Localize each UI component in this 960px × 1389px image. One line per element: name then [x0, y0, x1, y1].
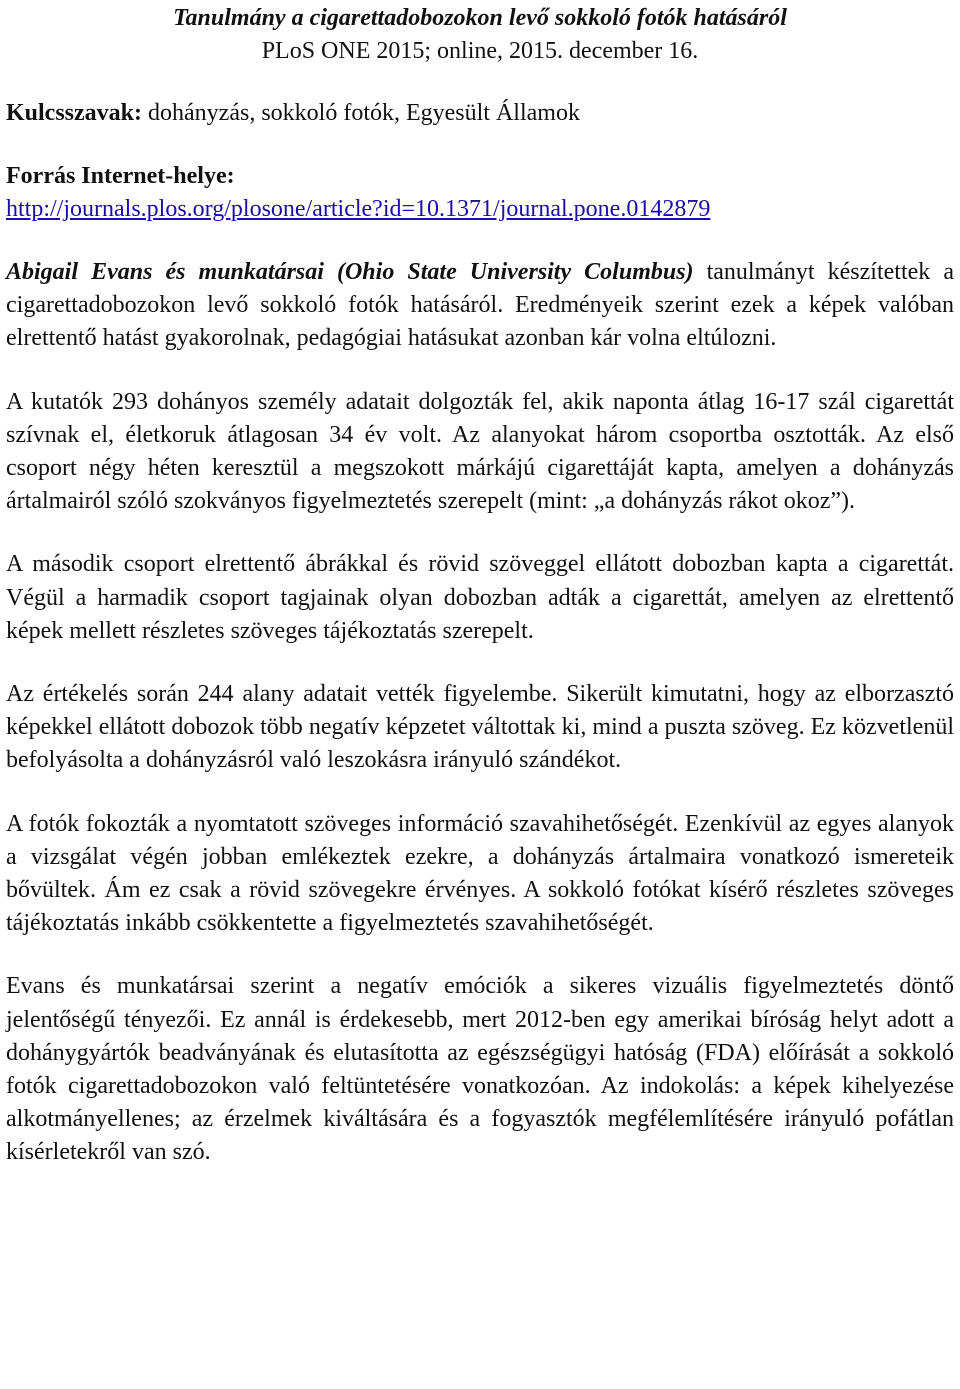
source-site-label: Forrás Internet-helye: — [6, 162, 235, 189]
keywords-value: dohányzás, sokkoló fotók, Egyesült Államok — [142, 100, 580, 127]
paragraph-1-text: tanulmányt készítettek a cigarettadobozokon levő sokkoló fotók hatásáról. Eredményeik szerint ezek a képek valóban elrettentő hatást gyakorolnak, pedagógiai hatásukat azonban kár volna eltúlozni. — [6, 259, 954, 352]
authors-affiliation: Abigail Evans és munkatársai (Ohio State University Columbus) — [6, 259, 694, 286]
paragraph-1 — [6, 256, 954, 356]
keywords-label: Kulcsszavak: — [6, 100, 143, 127]
paragraph-3: A második csoport elrettentő ábrákkal és rövid szöveggel ellátott dobozban kapta a cigarettát. Végül a harmadik csoport tagjainak olyan dobozban adták a cigarettát, amelyen az elrettentő képek mellett részletes szöveges tájékoztatás szerepelt. — [6, 551, 954, 644]
keywords-line — [6, 97, 954, 130]
article-title: Tanulmány a cigarettadobozokon levő sokkoló fotók hatásáról — [173, 5, 787, 31]
paragraph-5: A fotók fokozták a nyomtatott szöveges információ szavahihetőségét. Ezenkívül az egyes alanyok a vizsgálat végén jobban emlékeztek ezekre, a dohányzás ártalmaira vonatkozó ismereteik bővültek. Ám ez csak a rövid szövegekre érvényes. A sokkoló fotókat kísérő részletes szöveges tájékoztatás inkább csökkentette a figyelmeztetés szavahihetőségét. — [6, 810, 954, 937]
journal-source: PLoS ONE 2015; online, 2015. december 16. — [261, 38, 699, 65]
paragraph-6: Evans és munkatársai szerint a negatív emóciók a sikeres vizuális figyelmeztetés döntő jelentőségű tényezői. Ez annál is érdekesebb, mert 2012-ben egy amerikai bíróság helyt adott a dohánygyártók beadványának és elutasította az egészségügyi hatóság (FDA) előírását a sokkoló fotók cigarettadobozokon való feltüntetésére vonatkozóan. Az indokolás: a képek kihelyezése alkotmányellenes; az érzelmek kiváltására és a fogyasztók megfélemlítésére irányuló pofátlan kísérletekről van szó. — [6, 973, 954, 1166]
source-link[interactable]: http://journals.plos.org/plosone/article?id=10.1371/journal.pone.0142879 — [6, 195, 711, 222]
paragraph-2: A kutatók 293 dohányos személy adatait dolgozták fel, akik naponta átlag 16-17 szál cigarettát szívnak el, életkoruk átlagosan 34 év volt. Az alanyokat három csoportba osztották. Az első csoport négy héten keresztül a megszokott márkájú cigarettáját kapta, amelyen a dohányzás ártalmairól szóló szokványos figyelmeztetés szerepelt (mint: „a dohányzás rákot okoz”). — [6, 388, 954, 515]
paragraph-4: Az értékelés során 244 alany adatait vették figyelembe. Sikerült kimutatni, hogy az elborzasztó képekkel ellátott dobozok több negatív képzetet váltottak ki, mind a puszta szöveg. Ez közvetlenül befolyásolta a dohányzásról való leszokásra irányuló szándékot. — [6, 681, 954, 774]
source-site-line — [6, 193, 954, 226]
